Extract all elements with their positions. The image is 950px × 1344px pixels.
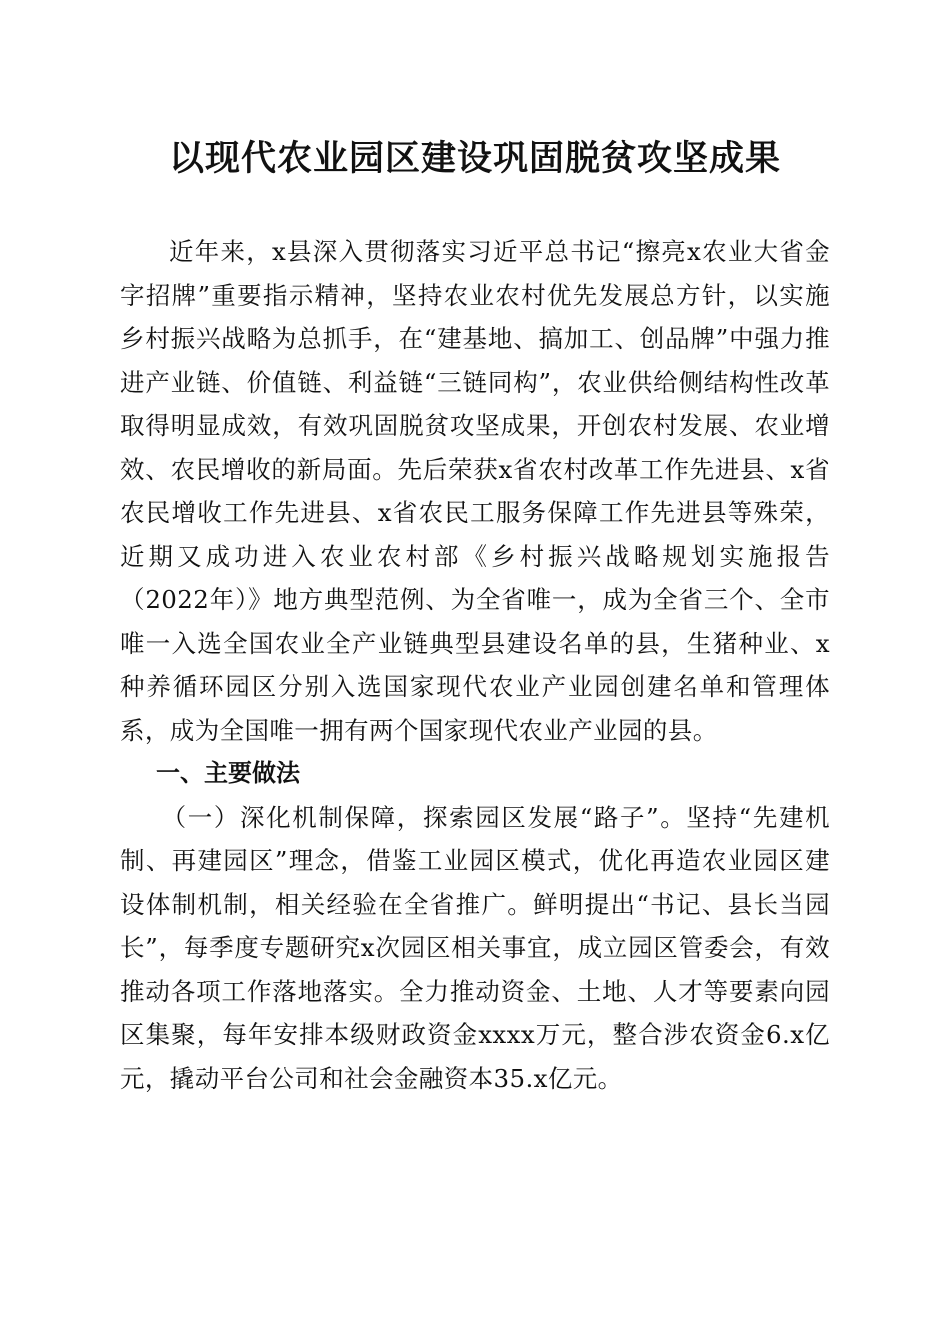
intro-paragraph: 近年来，x县深入贯彻落实习近平总书记“擦亮x农业大省金字招牌”重要指示精神，坚持农业农村优先发展总方针，以实施乡村振兴战略为总抓手，在“建基地、搞加工、创品牌”中强力推进产业链、价值链、利益链“三链同构”，农业供给侧结构性改革取得明显成效，有效巩固脱贫攻坚成果，开创农村发展、农业增效、农民增收的新局面。先后荣获x省农村改革工作先进县、x省农民增收工作先进县、x省农民工服务保障工作先进县等殊荣，近期又成功进入农业农村部《乡村振兴战略规划实施报告（2022年）》地方典型范例、为全省唯一，成为全省三个、全市唯一入选全国农业全产业链典型县建设名单的县，生猪种业、x种养循环园区分别入选国家现代农业产业园创建名单和管理体系，成为全国唯一拥有两个国家现代农业产业园的县。 — [120, 237, 830, 745]
section-heading: 一、主要做法 — [156, 759, 300, 787]
subsection-paragraph: （一）深化机制保障，探索园区发展“路子”。坚持“先建机制、再建园区”理念，借鉴工业园区模式，优化再造农业园区建设体制机制，相关经验在全省推广。鲜明提出“书记、县长当园长”，每季度专题研究x次园区相关事宜，成立园区管委会，有效推动各项工作落地落实。全力推动资金、土地、人才等要素向园区集聚，每年安排本级财政资金xxxx万元，整合涉农资金6.x亿元，撬动平台公司和社会金融资本35.x亿元。 — [120, 802, 830, 1093]
document-body — [120, 230, 830, 1100]
document-title: 以现代农业园区建设巩固脱贫攻坚成果 — [168, 139, 781, 179]
